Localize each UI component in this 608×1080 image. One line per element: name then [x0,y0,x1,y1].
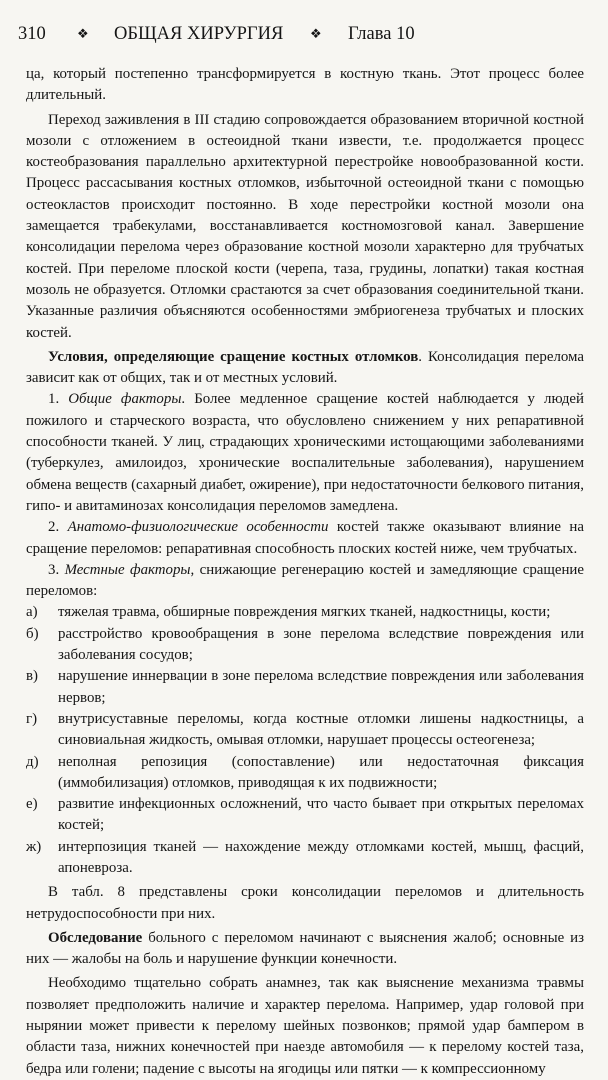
paragraph-text: . Консолидация перелома зависит как от общих, так и от местных условий. [26,348,584,387]
list-item-text: тяжелая травма, обширные повреждения мягких тканей, надкостницы, кости; [58,604,551,621]
paragraph-anamnesis: Необходимо тщательно собрать анамнез, так как выяснение механизма травмы позволяет предположить наличие и характер перелома. Например, удар головой при нырянии может привести к перелому шейных позвонков; прямой удар бампером в области таза, нижних конечностей при наезде автомобиля — к перелому костей таза, бедра или голени; падение с высоты на ягодицы или пятки — к компрессионному [26,975,584,1077]
section-title-conditions: Условия, определяющие сращение костных отломков [48,348,419,365]
header-ornament-left: ❖ [77,26,89,41]
list-item [26,624,584,667]
list-item [26,666,584,709]
term-local-factors: Местные факторы [64,561,191,578]
list-item-text: внутрисуставные переломы, когда костные отломки лишены надкостницы, а синовиальная жидкость, омывая отломки, нарушает процессы остеогенеза; [58,710,584,749]
paragraph-text: . Более медленное сращение костей наблюдается у людей пожилого и старческого возраста, что обусловлено снижением у них репаративной способности тканей. У лиц, страдающих хроническими истощающими заболеваниями (туберкулез, амилоидоз, хронические воспалительные заболевания), нарушением обмена веществ (сахарный диабет, ожирение), при недостаточности белкового питания, гипо- и авитаминозах консолидация переломов замедлена. [26,391,584,514]
book-title: ОБЩАЯ ХИРУРГИЯ [114,24,284,44]
list-marker: г) [26,710,38,727]
term-examination: Обследование [48,929,143,946]
paragraph-local-factors [26,560,584,603]
item-number: 1. [48,391,69,408]
item-number: 3. [48,561,65,578]
chapter-label: Глава 10 [348,24,415,44]
paragraph-continued: ца, который постепенно трансформируется в костную ткань. Этот процесс более длительный. [26,66,584,104]
paragraph-conditions [26,347,584,390]
paragraph-general-factors [26,389,584,517]
list-item [26,602,584,623]
list-item-text: развитие инфекционных осложнений, что часто бывает при открытых переломах костей; [58,796,584,834]
paragraph-table-reference: В табл. 8 представлены сроки консолидации переломов и длительность нетрудоспособности при них. [26,884,584,922]
list-marker: а) [26,604,38,621]
list-marker: е) [26,796,38,813]
paragraph-text: костей также оказывают влияние на сращение переломов: репаративная способность плоских костей ниже, чем трубчатых. [26,519,584,557]
paragraph-stage-three: Переход заживления в III стадию сопровождается образованием вторичной костной мозоли с отложением в остеоидной ткани извести, т.е. продолжается процесс костеобразования параллельно архитектурной перестройке новообразованной кости. Процесс рассасывания костных отломков, избыточной остеоидной ткани с помощью остеокластов происходит постоянно. В ходе перестройки костной мозоли она замещается трабекулами, восстанавливается костномозговой канал. Завершение консолидации перелома через образование костной мозоли характерно для трубчатых костей. При переломе плоской кости (черепа, таза, грудины, лопатки) такая костная мозоль не образуется. Отломки срастаются за счет образования соединительной ткани. Указанные различия объясняются особенностями эмбриогенеза трубчатых и плоских костей. [26,111,584,341]
header-ornament-right: ❖ [310,26,322,41]
list-item-text: нарушение иннервации в зоне перелома вследствие повреждения или заболевания нервов; [58,668,584,706]
page-body [26,64,584,1080]
list-marker: ж) [26,838,42,855]
list-marker: в) [26,668,38,685]
local-factors-list [26,602,584,879]
term-anatomic-features: Анатомо-физиологические особенности [67,519,329,536]
paragraph-examination [26,928,584,971]
running-header [18,22,498,46]
paragraph-anatomic-features [26,517,584,560]
list-item-text: неполная репозиция (сопоставление) или недостаточная фиксация (иммобилизация) отломков, приводящая к их подвижности; [58,753,584,791]
item-number: 2. [48,519,68,536]
paragraph-text: больного с переломом начинают с выяснения жалоб; основные из них — жалобы на боль и нарушение функции конечности. [26,929,584,968]
list-item [26,709,584,752]
list-item [26,794,584,837]
list-item [26,837,584,880]
list-item-text: расстройство кровообращения в зоне перелома вследствие повреждения или заболевания сосудов; [58,625,584,664]
list-item-text: интерпозиция тканей — нахождение между отломками костей, мышц, фасций, апоневроза. [58,838,584,876]
list-marker: б) [26,625,39,642]
page-number: 310 [18,24,46,44]
list-item [26,752,584,795]
term-general-factors: Общие факторы [68,391,182,408]
paragraph-text: , снижающие регенерацию костей и замедляющие сращение переломов: [26,561,584,600]
list-marker: д) [26,753,39,770]
